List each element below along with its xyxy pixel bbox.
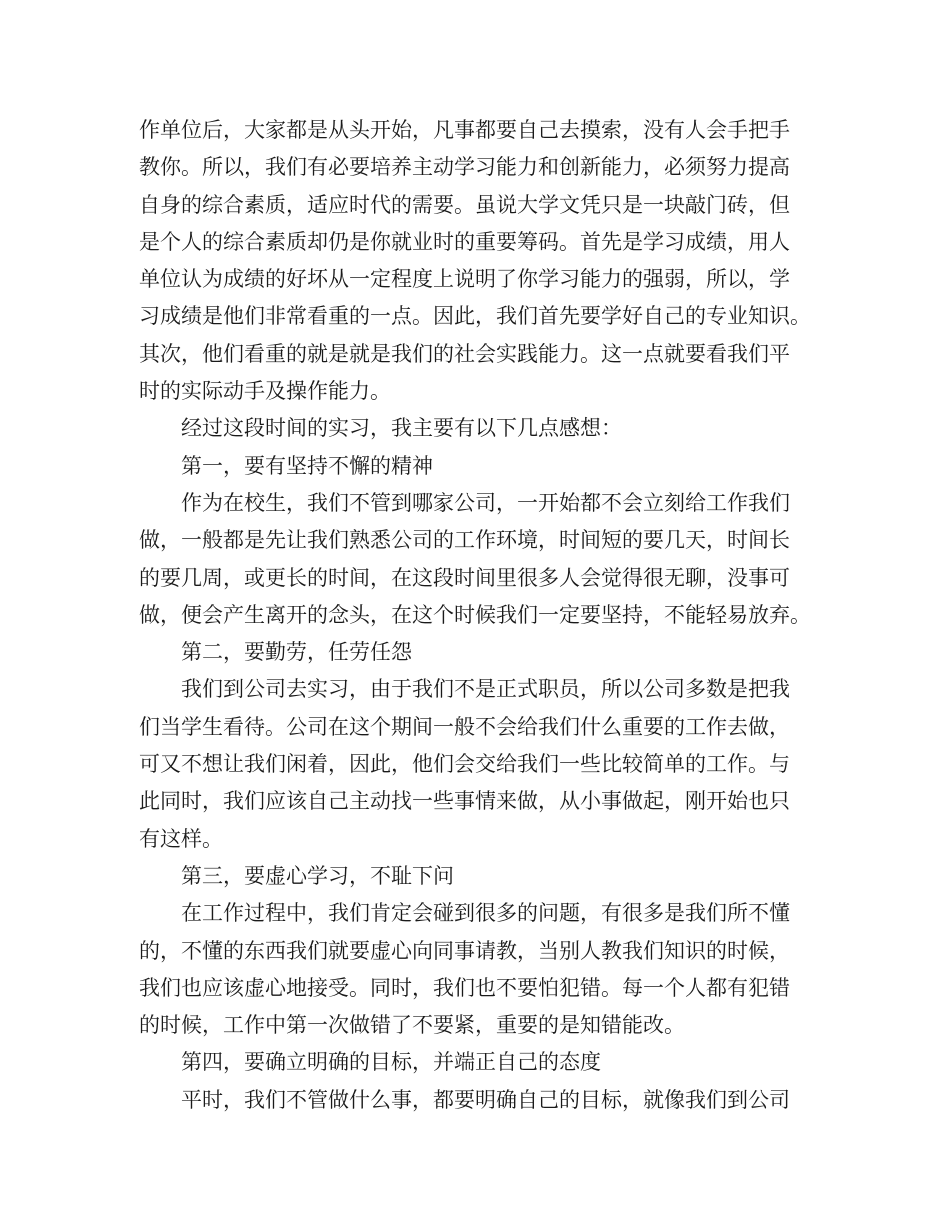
text-line: 做，一般都是先让我们熟悉公司的工作环境，时间短的要几天，时间长 [139, 528, 790, 553]
text-line: 在工作过程中，我们肯定会碰到很多的问题，有很多是我们所不懂 [181, 901, 790, 926]
text-line: 的时候，工作中第一次做错了不要紧，重要的是知错能改。 [139, 1013, 685, 1038]
text-line: 第四，要确立明确的目标，并端正自己的态度 [181, 1050, 601, 1075]
text-line: 教你。所以，我们有必要培养主动学习能力和创新能力，必须努力提高 [139, 155, 790, 180]
text-line: 时的实际动手及操作能力。 [139, 379, 391, 404]
text-line: 们当学生看待。公司在这个期间一般不会给我们什么重要的工作去做， [139, 714, 790, 739]
document-body [139, 112, 819, 1119]
text-line: 我们到公司去实习，由于我们不是正式职员，所以公司多数是把我 [181, 677, 790, 702]
text-line: 我们也应该虚心地接受。同时，我们也不要怕犯错。每一个人都有犯错 [139, 975, 790, 1000]
text-line: 的要几周，或更长的时间，在这段时间里很多人会觉得很无聊，没事可 [139, 565, 790, 590]
text-line: 第一，要有坚持不懈的精神 [181, 453, 433, 478]
text-line: 习成绩是他们非常看重的一点。因此，我们首先要学好自己的专业知识。 [139, 304, 811, 329]
text-line: 其次，他们看重的就是就是我们的社会实践能力。这一点就要看我们平 [139, 341, 790, 366]
text-line: 经过这段时间的实习，我主要有以下几点感想： [181, 416, 622, 441]
text-line: 第二，要勤劳，任劳任怨 [181, 640, 412, 665]
text-line: 平时，我们不管做什么事，都要明确自己的目标，就像我们到公司 [181, 1087, 790, 1112]
text-line: 是个人的综合素质却仍是你就业时的重要筹码。首先是学习成绩，用人 [139, 229, 790, 254]
text-line: 自身的综合素质，适应时代的需要。虽说大学文凭只是一块敲门砖，但 [139, 192, 790, 217]
text-line: 做，便会产生离开的念头，在这个时候我们一定要坚持，不能轻易放弃。 [139, 602, 811, 627]
text-line: 作单位后，大家都是从头开始，凡事都要自己去摸索，没有人会手把手 [139, 118, 790, 142]
text-line: 单位认为成绩的好坏从一定程度上说明了你学习能力的强弱，所以，学 [139, 267, 790, 292]
text-line: 第三，要虚心学习，不耻下问 [181, 863, 454, 888]
text-line: 可又不想让我们闲着，因此，他们会交给我们一些比较简单的工作。与 [139, 752, 790, 777]
text-line: 有这样。 [139, 826, 223, 851]
text-line: 此同时，我们应该自己主动找一些事情来做，从小事做起，刚开始也只 [139, 789, 790, 814]
text-line: 作为在校生，我们不管到哪家公司，一开始都不会立刻给工作我们 [181, 490, 790, 515]
text-line: 的，不懂的东西我们就要虚心向同事请教，当别人教我们知识的时候， [139, 938, 790, 963]
